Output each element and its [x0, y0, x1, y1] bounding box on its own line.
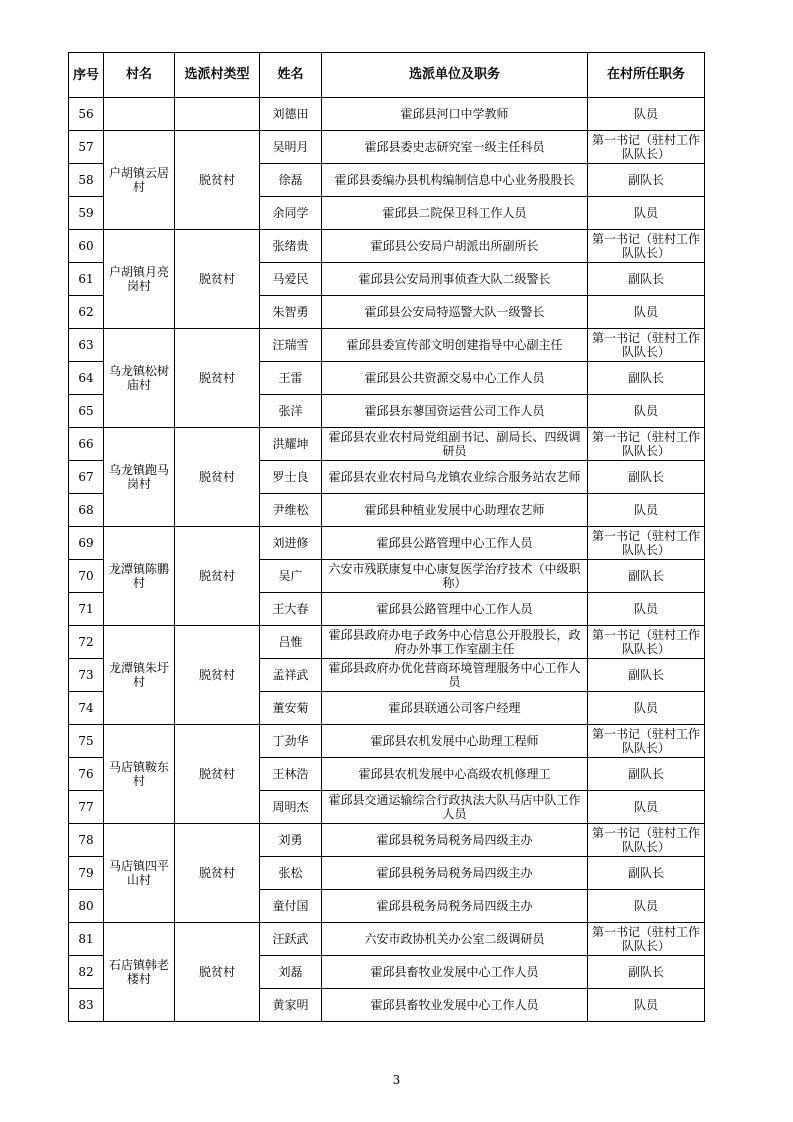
cell-duty: 副队长 [588, 659, 705, 692]
cell-seq: 66 [69, 428, 104, 461]
cell-village: 龙潭镇陈鹏村 [104, 527, 175, 626]
cell-unit: 霍邱县公共资源交易中心工作人员 [322, 362, 588, 395]
table-row [69, 329, 705, 362]
cell-name: 王雷 [260, 362, 322, 395]
table-row [69, 230, 705, 263]
cell-name: 王大春 [260, 593, 322, 626]
cell-unit: 霍邱县政府办优化营商环境管理服务中心工作人员 [322, 659, 588, 692]
cell-seq: 63 [69, 329, 104, 362]
cell-unit: 霍邱县政府办电子政务中心信息公开股股长，政府办外事工作室副主任 [322, 626, 588, 659]
cell-type: 脱贫村 [175, 428, 260, 527]
cell-unit: 霍邱县东蓼国资运营公司工作人员 [322, 395, 588, 428]
cell-type: 脱贫村 [175, 725, 260, 824]
cell-unit: 霍邱县委史志研究室一级主任科员 [322, 131, 588, 164]
cell-unit: 霍邱县农业农村局乌龙镇农业综合服务站农艺师 [322, 461, 588, 494]
table-row [69, 626, 705, 659]
cell-village: 户胡镇云居村 [104, 131, 175, 230]
page-number: 3 [392, 1073, 401, 1087]
cell-type: 脱贫村 [175, 824, 260, 923]
cell-seq: 72 [69, 626, 104, 659]
cell-name: 徐磊 [260, 164, 322, 197]
cell-type: 脱贫村 [175, 329, 260, 428]
table-row [69, 527, 705, 560]
table-row [69, 725, 705, 758]
cell-seq: 80 [69, 890, 104, 923]
header-name: 姓名 [260, 53, 322, 98]
cell-unit: 霍邱县税务局税务局四级主办 [322, 824, 588, 857]
header-duty: 在村所任职务 [588, 53, 705, 98]
cell-duty: 第一书记（驻村工作队队长） [588, 527, 705, 560]
cell-seq: 82 [69, 956, 104, 989]
cell-unit: 霍邱县税务局税务局四级主办 [322, 857, 588, 890]
cell-seq: 62 [69, 296, 104, 329]
cell-duty: 第一书记（驻村工作队队长） [588, 725, 705, 758]
cell-duty: 副队长 [588, 956, 705, 989]
cell-duty: 副队长 [588, 857, 705, 890]
cell-village [104, 98, 175, 131]
cell-unit: 霍邱县公安局特巡警大队一级警长 [322, 296, 588, 329]
cell-type: 脱贫村 [175, 626, 260, 725]
cell-duty: 第一书记（驻村工作队队长） [588, 626, 705, 659]
cell-village: 乌龙镇跑马岗村 [104, 428, 175, 527]
cell-seq: 78 [69, 824, 104, 857]
cell-type: 脱贫村 [175, 923, 260, 1022]
cell-duty: 第一书记（驻村工作队队长） [588, 329, 705, 362]
cell-village: 乌龙镇松树庙村 [104, 329, 175, 428]
cell-duty: 副队长 [588, 758, 705, 791]
cell-unit: 霍邱县税务局税务局四级主办 [322, 890, 588, 923]
cell-duty: 队员 [588, 98, 705, 131]
cell-name: 王林浩 [260, 758, 322, 791]
cell-seq: 57 [69, 131, 104, 164]
cell-seq: 83 [69, 989, 104, 1022]
cell-unit: 霍邱县公安局户胡派出所副所长 [322, 230, 588, 263]
cell-duty: 队员 [588, 494, 705, 527]
cell-duty: 第一书记（驻村工作队队长） [588, 428, 705, 461]
cell-seq: 61 [69, 263, 104, 296]
cell-name: 刘进修 [260, 527, 322, 560]
cell-seq: 81 [69, 923, 104, 956]
cell-duty: 队员 [588, 395, 705, 428]
header-village: 村名 [104, 53, 175, 98]
cell-name: 尹维松 [260, 494, 322, 527]
cell-name: 周明杰 [260, 791, 322, 824]
cell-name: 汪跃武 [260, 923, 322, 956]
cell-unit: 霍邱县委宣传部文明创建指导中心副主任 [322, 329, 588, 362]
cell-name: 吕惟 [260, 626, 322, 659]
cell-duty: 第一书记（驻村工作队队长） [588, 923, 705, 956]
cell-name: 洪耀坤 [260, 428, 322, 461]
header-type: 选派村类型 [175, 53, 260, 98]
cell-unit: 霍邱县联通公司客户经理 [322, 692, 588, 725]
cell-type: 脱贫村 [175, 131, 260, 230]
cell-name: 张洋 [260, 395, 322, 428]
cell-duty: 队员 [588, 890, 705, 923]
cell-unit: 霍邱县农业农村局党组副书记、副局长、四级调研员 [322, 428, 588, 461]
assignment-table [68, 52, 705, 1022]
cell-duty: 副队长 [588, 263, 705, 296]
cell-unit: 霍邱县河口中学教师 [322, 98, 588, 131]
cell-name: 黄家明 [260, 989, 322, 1022]
cell-seq: 64 [69, 362, 104, 395]
header-row [69, 53, 705, 98]
table-row [69, 428, 705, 461]
cell-seq: 71 [69, 593, 104, 626]
cell-seq: 60 [69, 230, 104, 263]
cell-village: 马店镇四平山村 [104, 824, 175, 923]
cell-name: 吴广 [260, 560, 322, 593]
cell-village: 龙潭镇朱圩村 [104, 626, 175, 725]
cell-duty: 队员 [588, 791, 705, 824]
cell-name: 汪瑞雪 [260, 329, 322, 362]
cell-name: 吴明月 [260, 131, 322, 164]
cell-unit: 霍邱县公路管理中心工作人员 [322, 593, 588, 626]
cell-unit: 霍邱县公路管理中心工作人员 [322, 527, 588, 560]
cell-seq: 56 [69, 98, 104, 131]
cell-unit: 霍邱县农机发展中心高级农机修理工 [322, 758, 588, 791]
cell-name: 刘勇 [260, 824, 322, 857]
cell-unit: 霍邱县畜牧业发展中心工作人员 [322, 956, 588, 989]
cell-village: 户胡镇月亮岗村 [104, 230, 175, 329]
cell-name: 余同学 [260, 197, 322, 230]
cell-unit: 霍邱县公安局刑事侦查大队二级警长 [322, 263, 588, 296]
cell-unit: 霍邱县二院保卫科工作人员 [322, 197, 588, 230]
cell-duty: 队员 [588, 989, 705, 1022]
cell-name: 童付国 [260, 890, 322, 923]
cell-duty: 副队长 [588, 461, 705, 494]
table-row [69, 824, 705, 857]
cell-type [175, 98, 260, 131]
cell-seq: 68 [69, 494, 104, 527]
cell-type: 脱贫村 [175, 527, 260, 626]
cell-unit: 霍邱县种植业发展中心助理农艺师 [322, 494, 588, 527]
cell-seq: 69 [69, 527, 104, 560]
cell-unit: 霍邱县农机发展中心助理工程师 [322, 725, 588, 758]
cell-type: 脱贫村 [175, 230, 260, 329]
table-row [69, 923, 705, 956]
cell-name: 孟祥武 [260, 659, 322, 692]
cell-seq: 58 [69, 164, 104, 197]
cell-seq: 67 [69, 461, 104, 494]
cell-village: 石店镇韩老楼村 [104, 923, 175, 1022]
cell-duty: 队员 [588, 593, 705, 626]
cell-unit: 霍邱县交通运输综合行政执法大队马店中队工作人员 [322, 791, 588, 824]
cell-duty: 第一书记（驻村工作队队长） [588, 131, 705, 164]
table-row [69, 131, 705, 164]
cell-duty: 副队长 [588, 362, 705, 395]
cell-name: 董安菊 [260, 692, 322, 725]
cell-unit: 六安市政协机关办公室二级调研员 [322, 923, 588, 956]
cell-duty: 副队长 [588, 164, 705, 197]
cell-duty: 第一书记（驻村工作队队长） [588, 824, 705, 857]
table-row [69, 98, 705, 131]
cell-duty: 队员 [588, 296, 705, 329]
cell-unit: 霍邱县畜牧业发展中心工作人员 [322, 989, 588, 1022]
cell-duty: 队员 [588, 197, 705, 230]
cell-seq: 74 [69, 692, 104, 725]
cell-seq: 73 [69, 659, 104, 692]
cell-duty: 第一书记（驻村工作队队长） [588, 230, 705, 263]
cell-duty: 队员 [588, 692, 705, 725]
cell-seq: 59 [69, 197, 104, 230]
cell-seq: 70 [69, 560, 104, 593]
cell-village: 马店镇鞍东村 [104, 725, 175, 824]
table-body [69, 98, 705, 1022]
cell-name: 罗士良 [260, 461, 322, 494]
cell-name: 刘磊 [260, 956, 322, 989]
header-unit: 选派单位及职务 [322, 53, 588, 98]
cell-unit: 霍邱县委编办县机构编制信息中心业务股股长 [322, 164, 588, 197]
header-seq: 序号 [69, 53, 104, 98]
cell-name: 刘德田 [260, 98, 322, 131]
cell-seq: 79 [69, 857, 104, 890]
cell-name: 张绪贵 [260, 230, 322, 263]
cell-name: 朱智勇 [260, 296, 322, 329]
cell-seq: 65 [69, 395, 104, 428]
cell-name: 张松 [260, 857, 322, 890]
cell-unit: 六安市残联康复中心康复医学治疗技术（中级职称） [322, 560, 588, 593]
cell-duty: 副队长 [588, 560, 705, 593]
cell-seq: 75 [69, 725, 104, 758]
cell-name: 丁劲华 [260, 725, 322, 758]
cell-seq: 77 [69, 791, 104, 824]
cell-seq: 76 [69, 758, 104, 791]
cell-name: 马爱民 [260, 263, 322, 296]
